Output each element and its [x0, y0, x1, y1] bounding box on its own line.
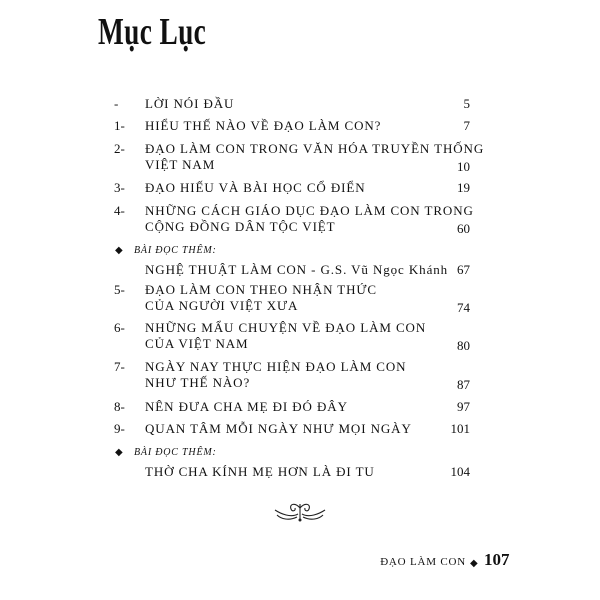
toc-entry-title: NÊN ĐƯA CHA MẸ ĐI ĐÓ ĐÂY	[145, 399, 348, 414]
footer-book-title: ĐẠO LÀM CON	[380, 556, 466, 568]
toc-entry-title: VIỆT NAM	[145, 157, 216, 172]
toc-entry-page: 80	[457, 338, 470, 353]
toc-bullet-icon: ◆	[115, 245, 123, 256]
toc-entry-number: 6-	[114, 320, 125, 335]
toc-entry-page: 101	[450, 421, 470, 436]
toc-entry-title: NGHỆ THUẬT LÀM CON - G.S. Vũ Ngọc Khánh	[145, 262, 449, 277]
toc-entry-title: NGÀY NAY THỰC HIỆN ĐẠO LÀM CON	[145, 359, 407, 374]
toc-entry-title: THỜ CHA KÍNH MẸ HƠN LÀ ĐI TU	[145, 464, 375, 479]
toc-entry-title: CỘNG ĐỒNG DÂN TỘC VIỆT	[145, 219, 336, 234]
toc-entry-number: 1-	[114, 118, 125, 133]
toc-entry-title: ĐẠO HIẾU VÀ BÀI HỌC CỔ ĐIỂN	[145, 180, 366, 195]
toc-entry-number: -	[114, 96, 119, 111]
toc-entry-number: 3-	[114, 180, 125, 195]
toc-entry-title: LỜI NÓI ĐẦU	[145, 96, 235, 111]
toc-entry-title: QUAN TÂM MỖI NGÀY NHƯ MỌI NGÀY	[145, 421, 412, 436]
toc-entry-title: ĐẠO LÀM CON TRONG VĂN HÓA TRUYỀN THỐNG	[145, 141, 485, 156]
toc-entry-title: HIỂU THẾ NÀO VỀ ĐẠO LÀM CON?	[145, 118, 382, 133]
toc-entry-page: 74	[457, 300, 470, 315]
page-title: Mục Lục	[98, 11, 207, 53]
toc-entry-number: 7-	[114, 359, 125, 374]
toc-entry-title: CỦA VIỆT NAM	[145, 336, 249, 351]
toc-supplementary-note: BÀI ĐỌC THÊM:	[134, 245, 217, 256]
toc-entry-number: 8-	[114, 399, 125, 414]
toc-entry-title: NHỮNG CÁCH GIÁO DỤC ĐẠO LÀM CON TRONG	[145, 203, 474, 218]
toc-entry-title: NHỮNG MẨU CHUYỆN VỀ ĐẠO LÀM CON	[145, 320, 427, 335]
toc-entry-number: 5-	[114, 282, 125, 297]
toc-entry-page: 87	[457, 377, 470, 392]
toc-entry-page: 104	[450, 464, 470, 479]
floral-ornament-icon	[271, 500, 329, 522]
toc-entry-title: NHƯ THẾ NÀO?	[145, 375, 251, 390]
footer-page-number: 107	[484, 550, 510, 569]
toc-entry-number: 9-	[114, 421, 125, 436]
toc-bullet-icon: ◆	[115, 447, 123, 458]
toc-entry-number: 4-	[114, 203, 125, 218]
toc-entry-page: 10	[457, 159, 470, 174]
toc-entry-title: ĐẠO LÀM CON THEO NHẬN THỨC	[145, 282, 377, 297]
toc-entry-page: 5	[463, 96, 470, 111]
toc-entry-page: 19	[457, 180, 470, 195]
toc-supplementary-note: BÀI ĐỌC THÊM:	[134, 447, 217, 458]
toc-entry-page: 7	[463, 118, 470, 133]
toc-entry-page: 97	[457, 399, 470, 414]
toc-entry-number: 2-	[114, 141, 125, 156]
toc-entry-page: 60	[457, 221, 470, 236]
toc-entry-page: 67	[457, 262, 470, 277]
toc-entry-title: CỦA NGƯỜI VIỆT XƯA	[145, 298, 299, 313]
footer-diamond-icon: ◆	[470, 558, 478, 569]
